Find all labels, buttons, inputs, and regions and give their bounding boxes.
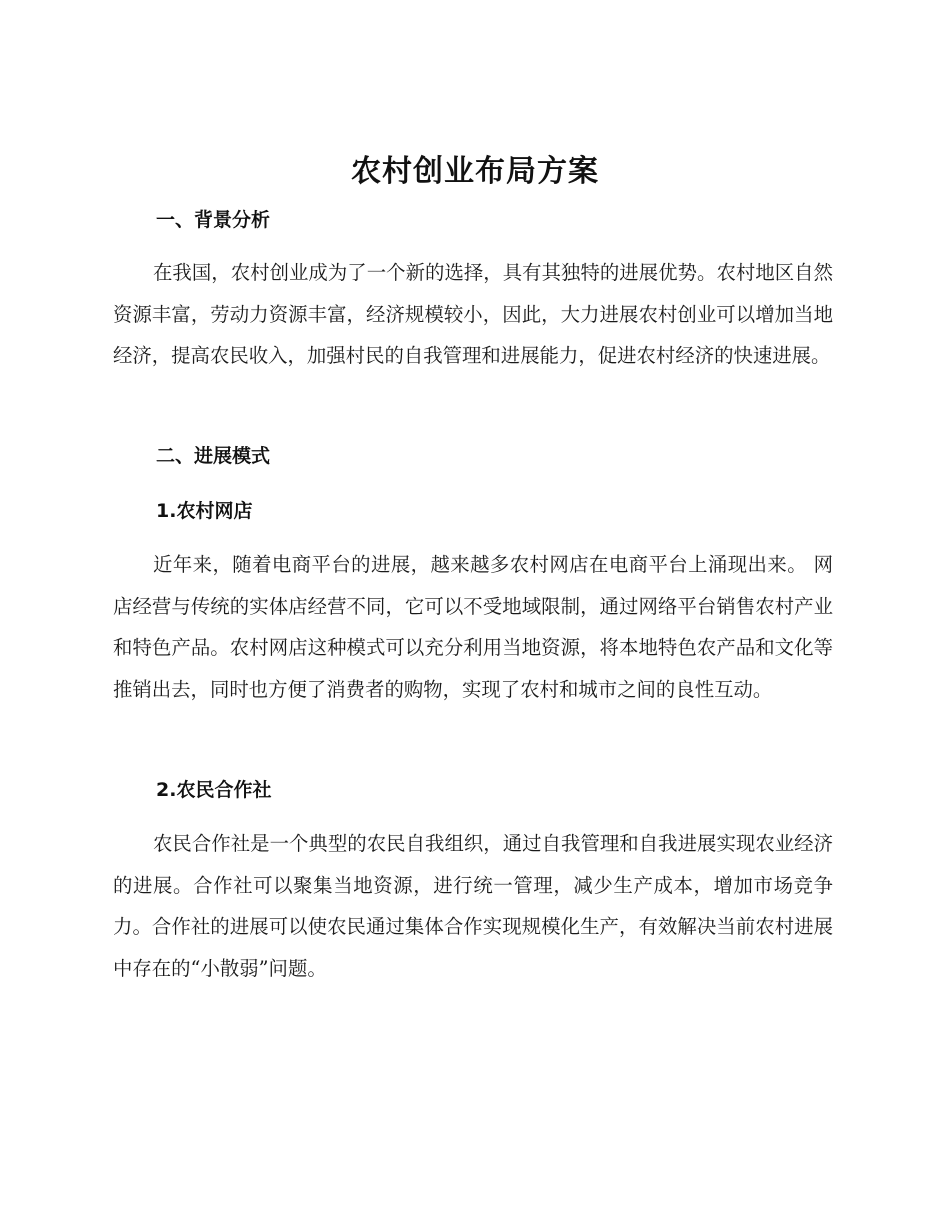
subsection-heading-rural-online-store: 1.农村网店 xyxy=(156,500,253,522)
subsection-heading-farmer-cooperative: 2.农民合作社 xyxy=(156,779,272,801)
paragraph-farmer-cooperative: 农民合作社是一个典型的农民自我组织，通过自我管理和自我进展实现农业经济的进展。合作社可以聚集当地资源，进行统一管理，减少生产成本，增加市场竞争力。合作社的进展可以使农民通过集体合作实现规模化生产，有效解决当前农村进展中存在的“小散弱”问题。 xyxy=(113,832,833,980)
section-heading-development-modes: 二、进展模式 xyxy=(156,445,271,467)
paragraph-rural-online-store: 近年来，随着电商平台的进展，越来越多农村网店在电商平台上涌现出来。 网店经营与传统的实体店经营不同，它可以不受地域限制，通过网络平台销售农村产业和特色产品。农村网店这种模式可以充分利用当地资源，将本地特色农产品和文化等推销出去，同时也方便了消费者的购物，实现了农村和城市之间的良性互动。 xyxy=(113,553,833,701)
document-title: 农村创业布局方案 xyxy=(351,154,599,189)
section-heading-background: 一、背景分析 xyxy=(156,209,271,231)
paragraph-background: 在我国，农村创业成为了一个新的选择，具有其独特的进展优势。农村地区自然资源丰富，劳动力资源丰富，经济规模较小，因此，大力进展农村创业可以增加当地经济，提高农民收入，加强村民的自我管理和进展能力，促进农村经济的快速进展。 xyxy=(113,261,833,367)
